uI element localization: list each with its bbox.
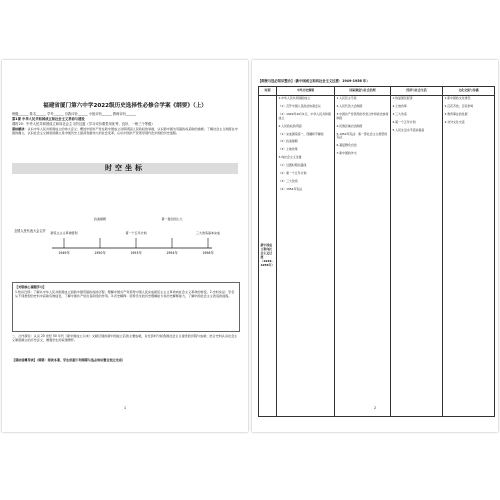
cell-line: 2.土地改革 bbox=[392, 103, 407, 108]
cell-line: （1）召开中国人民政治协商会议 bbox=[278, 103, 321, 108]
cell-line: （1）完成国家统一，西藏和平解放 bbox=[278, 131, 324, 136]
timeline-event: 第一个五年计划 bbox=[125, 231, 147, 235]
timeline-band-title: 时空坐标 bbox=[12, 163, 238, 174]
integration-table bbox=[258, 86, 495, 417]
timeline-event: 第一届全国人大 bbox=[161, 217, 183, 221]
topic-line: 课时25：中华人民共和国成立和向社会主义的过渡（学习评价课堂用优秀、良好、一般三个等级） bbox=[12, 122, 155, 126]
cell-line: 7.新中国的外交 bbox=[336, 151, 357, 156]
meta-line: 班级______ 姓名______ 学号______ 自我评价______ 小组评价______ 教师评价______ bbox=[12, 112, 136, 116]
timeline-year: 1949年 bbox=[58, 251, 70, 255]
cell-line: 1.中华人民共和国的成立 bbox=[278, 96, 311, 100]
cell-line: 1.恢复国民经济 bbox=[392, 96, 413, 100]
lesson-line: 第1课 中华人民共和国成立和社会主义革命与建设 bbox=[12, 117, 85, 121]
section1-text: 1.知识迁移：了解从中华人民共和国成立到新中国巩固政权的历程；理解中国共产党领导中国人民完成新民主主义革命向社会主义革命的转变。2.史料实证：学会从不同类型的史料中获取有效信息，了解中国共产党在各阶段的作用。3.历史解释：培养学生的历史理解能力和历史解释能力，了解中国社会主义改造的进程。 bbox=[15, 290, 235, 299]
cell-line: （3）土地改革 bbox=[278, 147, 298, 152]
cell-line: （2）抗美援朝 bbox=[278, 139, 298, 144]
timeline-diagram bbox=[12, 174, 238, 278]
economy-cell bbox=[391, 96, 443, 417]
section1-label: 【关联核心课题学习】 bbox=[15, 285, 46, 289]
curriculum-standard: 课标解读：认识中华人民共和国成立的伟大意义；概述中国共产党在新中国成立初期巩固人民政权的举措，认识新中国为巩固政权采取的措施；了解社会主义制度在中国的确立，认识社会主义制度的确立是中国历史上最深刻最伟大的社会变革，认识中国共产党领导现代化中国的历史进程。 bbox=[12, 127, 238, 136]
cell-line: （3）三大改造 bbox=[278, 178, 298, 183]
cell-line: 3.教育事业的发展 bbox=[444, 111, 468, 116]
left-page bbox=[2, 60, 248, 432]
cell-line: 5.1954年宪法：第一部社会主义类型的宪法 bbox=[336, 131, 388, 140]
standard-text: 认识中华人民共和国成立的伟大意义；概述中国共产党在新中国成立初期巩固人民政权的举措，认识新中国为巩固政权采取的措施；了解社会主义制度在中国的确立，认识社会主义制度的确立是中国历史上最深刻最伟大的社会变革，认识中国共产党领导现代化中国的历史进程。 bbox=[12, 127, 238, 136]
right-page bbox=[252, 60, 498, 432]
table-header-row bbox=[259, 87, 495, 96]
cell-line: （2）1949年10月1日，中华人民共和国成立 bbox=[278, 111, 331, 120]
timeline-year: 1950年 bbox=[94, 251, 106, 255]
cell-line: （1）过渡时期总路线 bbox=[278, 163, 307, 168]
timeline-svg bbox=[12, 174, 238, 278]
cell-line: 6.基层群众自治 bbox=[336, 143, 357, 148]
timeline-ticks bbox=[50, 216, 220, 255]
timeline-left-event: 全国人民代表大会召开 bbox=[14, 229, 46, 233]
section3-label: 【课时前概导读】（纲要：阅读本课，学生依据下列纲要与选必知识整合独立完成） bbox=[12, 358, 125, 362]
left-page-number: 1 bbox=[123, 406, 127, 410]
cell-line: 2.百花齐放、百家争鸣 bbox=[444, 103, 474, 108]
cell-line: （4）1954年宪法 bbox=[278, 186, 303, 191]
cell-line: （2）第一个五年计划 bbox=[278, 171, 307, 176]
outline-cell bbox=[277, 96, 335, 417]
header-period: 时期 bbox=[259, 87, 277, 96]
culture-cell bbox=[443, 96, 495, 417]
cell-line: 4.对外文化交流 bbox=[444, 119, 465, 124]
cell-line: 1.人民民主专政 bbox=[336, 96, 357, 100]
cell-line: 3.中国共产党领导的多党合作和政治协商制度 bbox=[336, 111, 389, 120]
standard-label: 课标解读 bbox=[12, 127, 25, 131]
cell-line: 3.向社会主义过渡 bbox=[278, 155, 302, 160]
cell-line: 4.民族区域自治制度 bbox=[336, 123, 363, 128]
timeline-event: 抗美援朝 bbox=[93, 217, 107, 221]
timeline-event: 新民主主义革命胜利 bbox=[50, 231, 78, 235]
timeline-year: 1956年 bbox=[202, 251, 214, 255]
cell-line: 2.人民代表大会制度 bbox=[336, 103, 363, 108]
cell-line: 2.人民政权的巩固 bbox=[278, 123, 302, 128]
timeline-year: 1953年 bbox=[130, 251, 142, 255]
section-core-learning bbox=[12, 282, 240, 332]
header-outline: 中外历史纲要 bbox=[277, 87, 335, 96]
document-title: 福建省厦门第六中学2022级历史选择性必修合学案《纲要》（上） bbox=[43, 103, 207, 109]
right-header: 【纲要与选必知识整合】（新中国成立和向社会主义过渡：1949-1956 年） bbox=[258, 79, 370, 83]
section2-text: 二、合作探究：认识 20 世纪 50 年代《新中国成立以来》文献记载的新中国成立后的主要成就，对比资料分析我国社会主义建设的历程与成就；结合史料认识社会主义制度确立的历史意义，增强学生的家国情怀。 bbox=[12, 334, 238, 343]
timeline-event: 三大改造基本完成 bbox=[195, 231, 221, 235]
timeline-year: 1954年 bbox=[166, 251, 178, 255]
cell-line: 4.第一个五年计划 bbox=[392, 119, 416, 124]
right-page-number: 2 bbox=[373, 406, 377, 410]
header-economy: 经济与社会生活 bbox=[391, 87, 443, 96]
cell-line: 1.新中国的文化建设 bbox=[444, 96, 471, 100]
header-state: 国家制度与社会治理 bbox=[335, 87, 391, 96]
table-row bbox=[259, 96, 495, 417]
cell-line: 5.人民生活水平逐步提高 bbox=[392, 127, 425, 132]
state-cell bbox=[335, 96, 391, 417]
cell-line: 3.三大改造 bbox=[392, 111, 407, 116]
header-culture: 文化交流与传播 bbox=[443, 87, 495, 96]
period-cell: 新中国成立和向社会主义过渡（1949-1956年） bbox=[259, 96, 277, 417]
